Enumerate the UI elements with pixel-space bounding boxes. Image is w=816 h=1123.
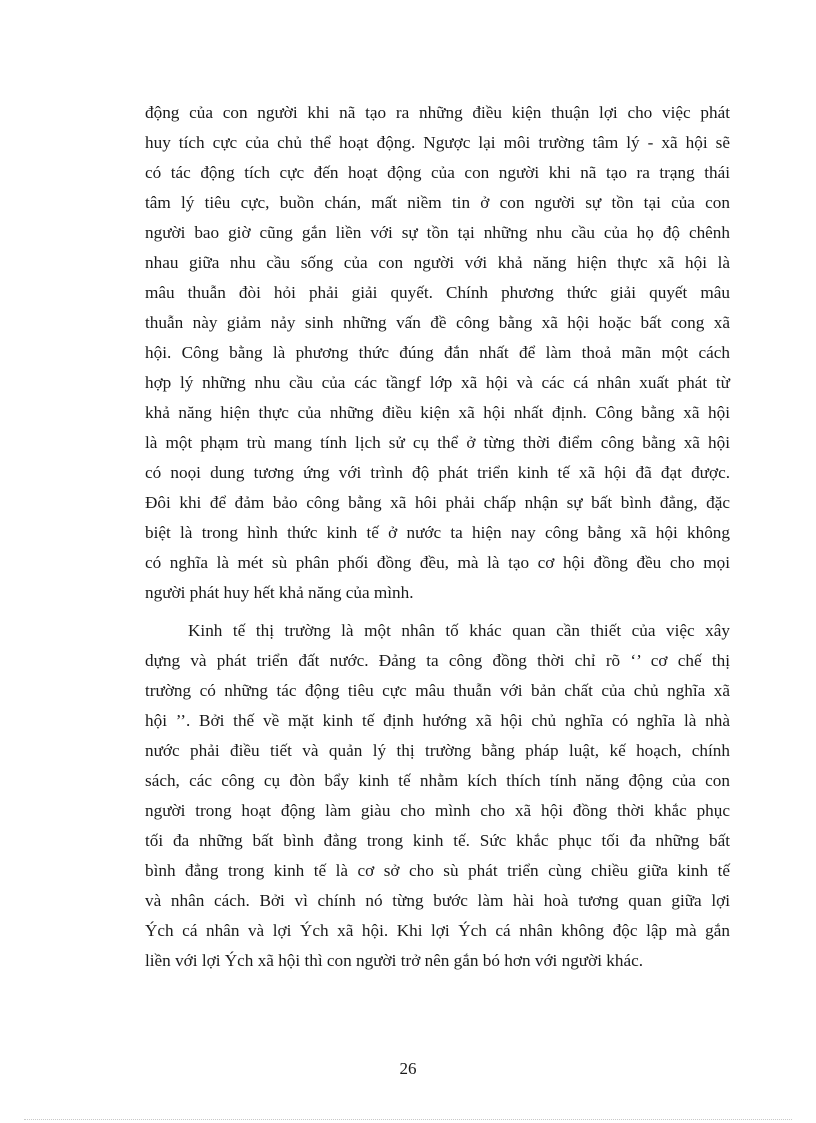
- text-line: Ých cá nhân và lợi Ých xã hội. Khi lợi Ých cá nhân không độc lập mà gắn: [145, 921, 730, 940]
- text-line: có nghĩa là mét sù phân phối đồng đều, mà là tạo cơ hội đồng đều cho mọi: [145, 553, 730, 572]
- text-line: trường có những tác động tiêu cực mâu thuẫn với bản chất của chủ nghĩa xã: [145, 681, 730, 700]
- text-line: nhau giữa nhu cầu sống của con người với khả năng hiện thực xã hội là: [145, 253, 730, 272]
- text-line: người trong hoạt động làm giàu cho mình cho xã hội đồng thời khắc phục: [145, 801, 730, 820]
- text-line: liền với lợi Ých xã hội thì con người trở nên gắn bó hơn với người khác.: [145, 951, 644, 970]
- text-line: bình đẳng trong kinh tế là cơ sở cho sù phát triển cùng chiều giữa kinh tế: [145, 861, 730, 880]
- body-text: [145, 98, 730, 976]
- text-line: biệt là trong hình thức kinh tế ở nước ta hiện nay công bằng xã hội không: [145, 523, 730, 542]
- text-line: có noọi dung tương ứng với trình độ phát triển kinh tế xã hội đã đạt được.: [145, 463, 730, 482]
- text-line: sách, các công cụ đòn bẩy kinh tế nhằm kích thích tính năng động của con: [145, 771, 730, 790]
- page-number: 26: [399, 1059, 417, 1078]
- text-line: huy tích cực của chủ thể hoạt động. Ngược lại môi trường tâm lý - xã hội sẽ: [145, 133, 730, 152]
- text-line: người phát huy hết khả năng của mình.: [145, 583, 414, 602]
- text-line: hợp lý những nhu cầu của các tầngf lớp xã hội và các cá nhân xuất phát từ: [145, 373, 730, 392]
- text-line: Kinh tế thị trường là một nhân tố khác quan cần thiết của việc xây: [188, 621, 730, 640]
- text-line: dựng và phát triển đất nước. Đảng ta công đồng thời chỉ rõ ‘’ cơ chế thị: [145, 651, 730, 670]
- paragraph: [145, 98, 730, 608]
- text-line: có tác động tích cực đến hoạt động của con người khi nã tạo ra trạng thái: [145, 163, 730, 182]
- text-line: người bao giờ cũng gắn liền với sự tồn tại những nhu cầu của họ độ chênh: [145, 223, 730, 242]
- text-line: nước phải điều tiết và quản lý thị trường bằng pháp luật, kế hoạch, chính: [145, 741, 730, 760]
- text-line: tối đa những bất bình đẳng trong kinh tế. Sức khắc phục tối đa những bất: [145, 831, 730, 850]
- text-line: tâm lý tiêu cực, buồn chán, mất niềm tin ở con người sự tồn tại của con: [145, 193, 730, 212]
- text-line: hội. Công bằng là phương thức đúng đắn nhất để làm thoả mãn một cách: [145, 343, 730, 362]
- text-line: Đôi khi để đảm bảo công bằng xã hôi phải chấp nhận sự bất bình đẳng, đặc: [145, 493, 730, 512]
- page-bottom-rule: [24, 1119, 792, 1120]
- text-line: khả năng hiện thực của những điều kiện xã hội nhất định. Công bằng xã hội: [145, 403, 730, 422]
- paragraph-gap: [145, 608, 730, 616]
- text-line: là một phạm trù mang tính lịch sử cụ thể ở từng thời điểm công bằng xã hội: [145, 433, 730, 452]
- text-line: và nhân cách. Bởi vì chính nó từng bước làm hài hoà tương quan giữa lợi: [145, 891, 730, 910]
- text-line: động của con người khi nã tạo ra những điều kiện thuận lợi cho việc phát: [145, 103, 730, 122]
- text-line: hội ’’. Bởi thế về mặt kinh tế định hướng xã hội chủ nghĩa có nghĩa là nhà: [145, 711, 730, 730]
- text-line: mâu thuẫn đòi hỏi phải giải quyết. Chính phương thức giải quyết mâu: [145, 283, 730, 302]
- paragraph: [145, 616, 730, 976]
- text-line: thuẫn này giảm nảy sinh những vấn đề công bằng xã hội hoặc bất cong xã: [145, 313, 730, 332]
